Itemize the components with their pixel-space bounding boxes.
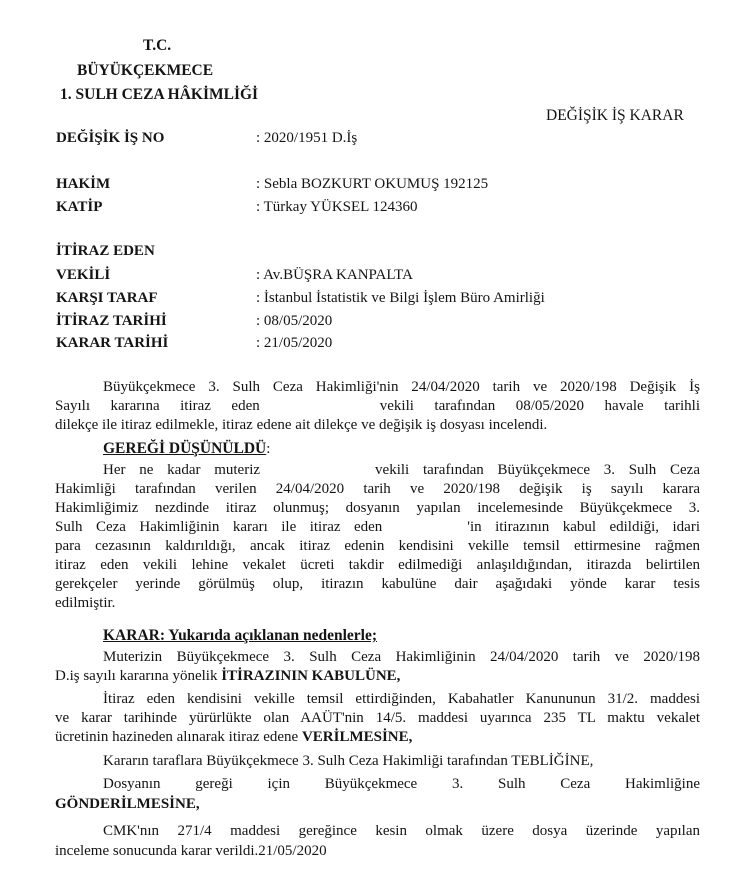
document-type: DEĞİŞİK İŞ KARAR	[546, 107, 684, 124]
objection-date-label: İTİRAZ TARİHİ	[56, 313, 167, 329]
decision-item2-line1	[103, 690, 700, 709]
paragraph-text: gerekçeler yerinde görülmüş olup, itirazın kabulüne dair aşağıdaki yönde karar tesis	[55, 576, 700, 592]
decision-item2-line3	[55, 728, 412, 747]
paragraph-text: itiraz eden vekili lehine vekalet ücreti takdir edilmediği anlaşıldığından, itirazda belirtilen	[55, 557, 700, 573]
paragraph-text: Hakimliği tarafından verilen 24/04/2020 tarih ve 2020/198 değişik iş sayılı karara	[55, 481, 700, 497]
header-court-name: 1. SULH CEZA HÂKİMLİĞİ	[60, 86, 259, 103]
paragraph-reasoning-line2	[55, 480, 700, 499]
paragraph-text: Hakimliğimiz nezdinde itiraz olunmuş; dosyanın yapılan incelemesinde Büyükçekmece 3.	[55, 500, 700, 516]
paragraph-reasoning-line3	[55, 499, 700, 518]
paragraph-reasoning-line7	[55, 575, 700, 594]
paragraph-text: Sayılı kararına itiraz eden	[55, 398, 260, 414]
judge-label: HAKİM	[56, 176, 111, 192]
decision-item5-line2: inceleme sonucunda karar verildi.21/05/2020	[55, 843, 327, 859]
paragraph-intro-line2	[55, 397, 700, 416]
section-heading-considered	[103, 439, 270, 459]
file-no-value: : 2020/1951 D.İş	[256, 130, 358, 146]
decision-item3-line1: Kararın taraflara Büyükçekmece 3. Sulh Ceza Hakimliği tarafından TEBLİĞİNE,	[103, 753, 594, 769]
decision-date-label: KARAR TARİHİ	[56, 335, 169, 351]
paragraph-text: 'in itirazının kabul edildiği, idari	[467, 519, 700, 535]
paragraph-reasoning-line1	[103, 461, 700, 480]
paragraph-text: D.iş sayılı kararına yönelik	[55, 668, 222, 684]
objection-date-value: : 08/05/2020	[256, 313, 333, 329]
paragraph-text: İtiraz eden kendisini vekille temsil ettirdiğinden, Kabahatler Kanununun 31/2. maddesi	[103, 691, 700, 707]
paragraph-text: Sulh Ceza Hakimliğinin kararı ile itiraz eden	[55, 519, 383, 535]
clerk-label: KATİP	[56, 199, 103, 215]
decision-item5-line1	[103, 822, 700, 841]
decision-item1-line1	[103, 648, 700, 667]
paragraph-intro-line1	[103, 378, 700, 397]
paragraph-reasoning-line4	[55, 518, 700, 537]
attorney-label: VEKİLİ	[56, 267, 111, 283]
paragraph-reasoning-line6	[55, 556, 700, 575]
objector-label: İTİRAZ EDEN	[56, 243, 155, 259]
paragraph-reasoning-line5	[55, 537, 700, 556]
file-no-label: DEĞİŞİK İŞ NO	[56, 130, 165, 146]
clerk-value: : Türkay YÜKSEL 124360	[256, 199, 418, 215]
decision-emphasis: VERİLMESİNE,	[301, 729, 413, 745]
heading-text: GEREĞİ DÜŞÜNÜLDÜ	[103, 440, 267, 457]
header-court-city: BÜYÜKÇEKMECE	[77, 62, 214, 79]
opposing-party-value: : İstanbul İstatistik ve Bilgi İşlem Büro Amirliği	[256, 290, 545, 306]
paragraph-reasoning-line8: edilmiştir.	[55, 595, 116, 611]
decision-item4-line2: GÖNDERİLMESİNE,	[55, 796, 200, 812]
section-heading-decision: KARAR: Yukarıda açıklanan nedenlerle;	[103, 627, 377, 644]
decision-emphasis: İTİRAZININ KABULÜNE,	[221, 668, 401, 684]
paragraph-text: Muterizin Büyükçekmece 3. Sulh Ceza Hakimliğinin 24/04/2020 tarih ve 2020/198	[103, 649, 700, 665]
paragraph-text: vekili tarafından Büyükçekmece 3. Sulh Ceza	[375, 462, 700, 478]
decision-item1-line2	[55, 667, 400, 686]
decision-item4-line1	[103, 775, 700, 794]
paragraph-text: CMK'nın 271/4 maddesi gereğince kesin olmak üzere dosya üzerinde yapılan	[103, 823, 700, 839]
paragraph-text: Her ne kadar muteriz	[103, 462, 261, 478]
paragraph-text: ve karar tarihinde yürürlükte olan AAÜT'nin 14/5. maddesi uyarınca 235 TL maktu vekalet	[55, 710, 700, 726]
decision-date-value: : 21/05/2020	[256, 335, 333, 351]
judge-value: : Sebla BOZKURT OKUMUŞ 192125	[256, 176, 489, 192]
decision-item2-line2	[55, 709, 700, 728]
heading-colon: :	[266, 441, 271, 457]
paragraph-text: para cezasının kaldırıldığı, ancak itiraz edenin kendisini vekille temsil ettirmesine rağmen	[55, 538, 700, 554]
paragraph-intro-line3: dilekçe ile itiraz edilmekle, itiraz edene ait dilekçe ve değişik iş dosyası incelendi.	[55, 417, 548, 433]
paragraph-text: Büyükçekmece 3. Sulh Ceza Hakimliği'nin 24/04/2020 tarih ve 2020/198 Değişik İş	[103, 379, 700, 395]
paragraph-text: ücretinin hazineden alınarak itiraz edene	[55, 729, 302, 745]
paragraph-text: vekili tarafından 08/05/2020 havale tarihli	[379, 398, 700, 414]
attorney-value: : Av.BÜŞRA KANPALTA	[256, 267, 413, 283]
header-tc: T.C.	[143, 37, 172, 54]
paragraph-text: Dosyanın gereği için Büyükçekmece 3. Sulh Ceza Hakimliğine	[103, 776, 700, 792]
opposing-party-label: KARŞI TARAF	[56, 290, 158, 306]
